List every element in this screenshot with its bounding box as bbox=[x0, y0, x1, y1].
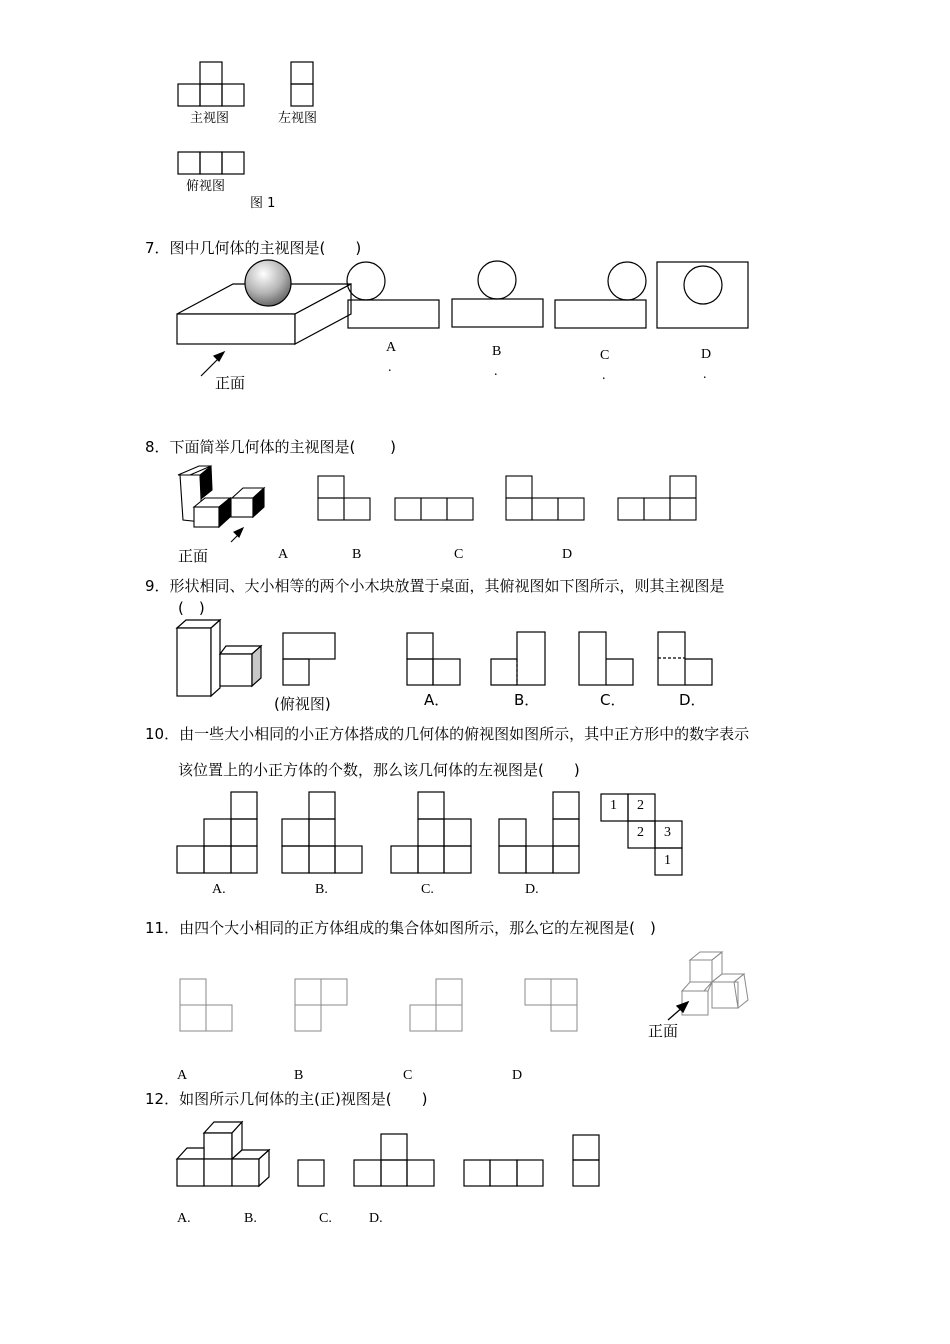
question-12-text: 12．如图所示几何体的主(正)视图是( ) bbox=[145, 1090, 428, 1108]
question-10-text: 10．由一些大小相同的小正方体搭成的几何体的俯视图如图所示，其中正方形中的数字表示 bbox=[145, 725, 750, 743]
q10-grid-number: 2 bbox=[637, 798, 644, 813]
q7-option-b-dot: . bbox=[494, 364, 498, 379]
question-11-text: 11．由四个大小相同的正方体组成的集合体如图所示，那么它的左视图是( ) bbox=[145, 919, 656, 937]
q10-option-d: D. bbox=[525, 882, 539, 897]
top-view-label: 俯视图 bbox=[186, 179, 226, 194]
question-9-text: 9．形状相同、大小相等的两个小木块放置于桌面，其俯视图如下图所示，则其主视图是 bbox=[145, 577, 725, 595]
q7-option-d: D bbox=[701, 347, 712, 362]
q8-option-a: A bbox=[278, 547, 289, 562]
q11-option-b: B bbox=[294, 1068, 304, 1083]
q10-option-a: A. bbox=[212, 882, 226, 897]
question-7-text: 7．图中几何体的主视图是( ) bbox=[145, 239, 362, 257]
q7-front-label: 正面 bbox=[215, 374, 246, 392]
question-10-text-2: 该位置上的小正方体的个数，那么该几何体的左视图是( ) bbox=[178, 761, 580, 779]
question-8-text: 8．下面简举几何体的主视图是( ) bbox=[145, 438, 397, 456]
q7-option-d-dot: . bbox=[703, 367, 707, 382]
q9-option-b: B． bbox=[514, 691, 540, 709]
q10-option-b: B. bbox=[315, 882, 328, 897]
q11-option-a: A bbox=[177, 1068, 188, 1083]
q10-option-c: C. bbox=[421, 882, 434, 897]
q10-grid-number: 1 bbox=[664, 853, 671, 868]
q7-option-b: B bbox=[492, 344, 502, 359]
q8-option-b: B bbox=[352, 547, 362, 562]
q12-option-c: C. bbox=[319, 1211, 332, 1226]
q11-front-label: 正面 bbox=[648, 1022, 679, 1040]
q9-option-a: A． bbox=[424, 691, 450, 709]
q11-option-d: D bbox=[512, 1068, 523, 1083]
q7-option-a-dot: . bbox=[388, 360, 392, 375]
question-9-text-2: ( ) bbox=[178, 599, 205, 617]
q10-grid-number: 2 bbox=[637, 825, 644, 840]
left-view-label: 左视图 bbox=[278, 111, 318, 126]
q12-option-b: B. bbox=[244, 1211, 257, 1226]
q10-grid-number: 1 bbox=[610, 798, 617, 813]
q11-option-c: C bbox=[403, 1068, 413, 1083]
q9-option-c: C． bbox=[600, 691, 626, 709]
q10-grid-number: 3 bbox=[664, 825, 671, 840]
q9-top-view-label: (俯视图) bbox=[274, 695, 331, 713]
figure-caption: 图 1 bbox=[250, 196, 276, 211]
q7-option-c-dot: . bbox=[602, 368, 606, 383]
q8-front-label: 正面 bbox=[178, 547, 209, 565]
q8-option-c: C bbox=[454, 547, 464, 562]
q12-option-a: A. bbox=[177, 1211, 191, 1226]
q8-option-d: D bbox=[562, 547, 573, 562]
q7-option-c: C bbox=[600, 348, 610, 363]
q7-option-a: A bbox=[386, 340, 397, 355]
q12-option-d: D. bbox=[369, 1211, 383, 1226]
q9-option-d: D． bbox=[679, 691, 706, 709]
main-view-label: 主视图 bbox=[190, 111, 230, 126]
